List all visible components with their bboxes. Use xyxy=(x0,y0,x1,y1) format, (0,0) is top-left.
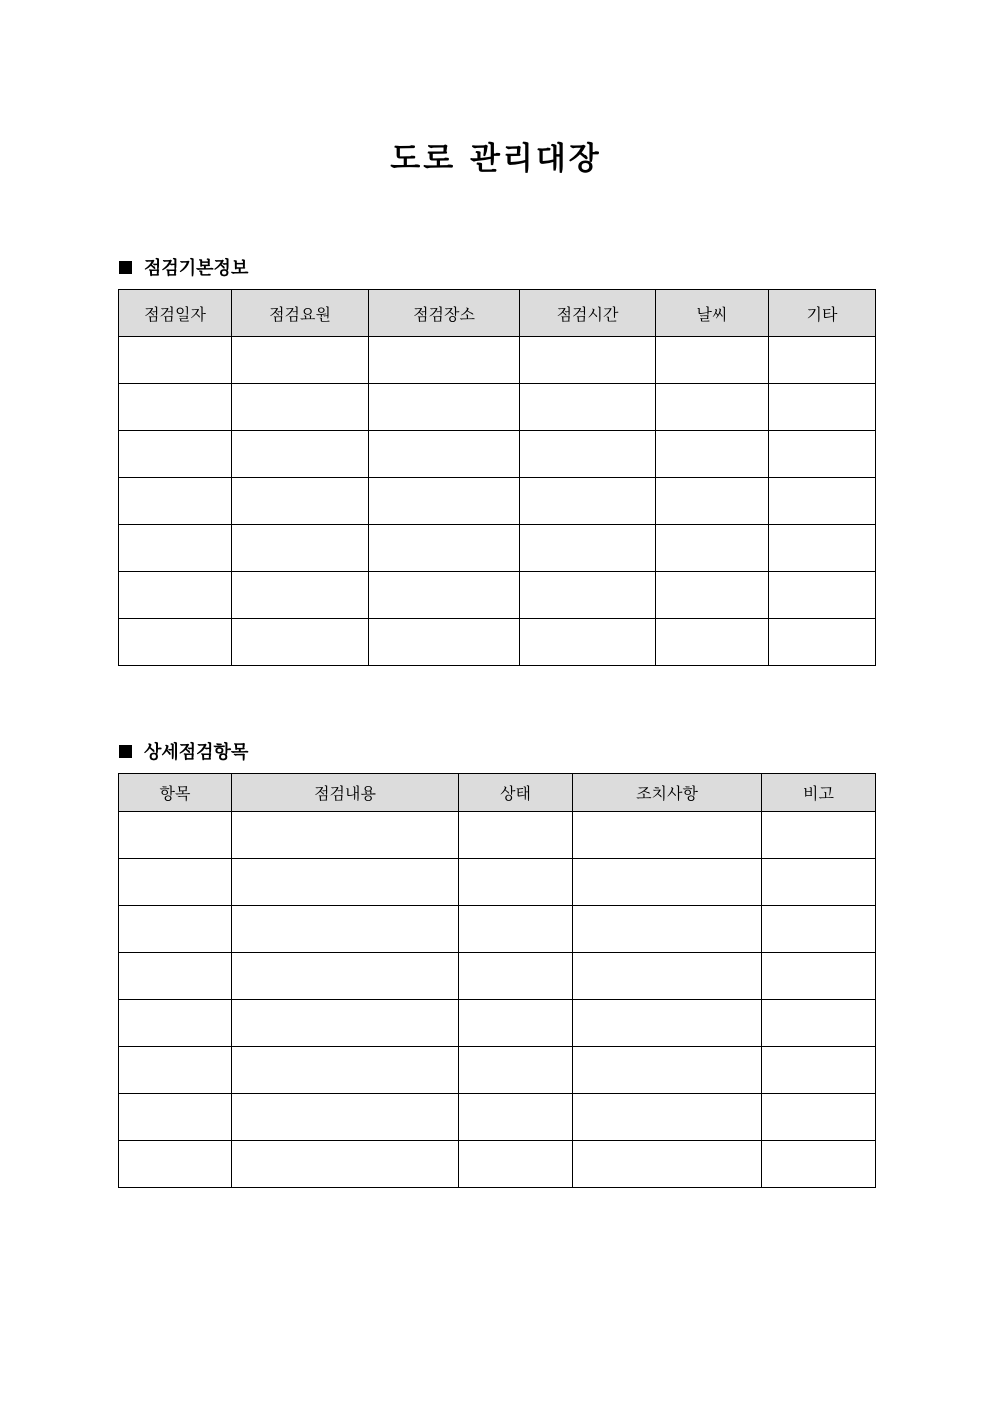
table-cell[interactable] xyxy=(520,619,656,666)
table-cell[interactable] xyxy=(232,1000,459,1047)
table-cell[interactable] xyxy=(232,906,459,953)
table-cell[interactable] xyxy=(119,478,232,525)
table-cell[interactable] xyxy=(459,812,573,859)
table-cell[interactable] xyxy=(232,478,369,525)
table-cell[interactable] xyxy=(573,812,762,859)
table-cell[interactable] xyxy=(119,859,232,906)
table-cell[interactable] xyxy=(520,337,656,384)
table-cell[interactable] xyxy=(119,572,232,619)
table-cell[interactable] xyxy=(119,1000,232,1047)
table-row xyxy=(119,478,876,525)
table-cell[interactable] xyxy=(369,431,520,478)
table-cell[interactable] xyxy=(232,1094,459,1141)
square-bullet-icon xyxy=(119,261,132,274)
table-cell[interactable] xyxy=(573,1047,762,1094)
table-cell[interactable] xyxy=(762,1094,876,1141)
table-cell[interactable] xyxy=(369,337,520,384)
table-cell[interactable] xyxy=(769,384,876,431)
table-cell[interactable] xyxy=(369,478,520,525)
table-row xyxy=(119,859,876,906)
table-cell[interactable] xyxy=(520,431,656,478)
section-heading-detail-items xyxy=(119,738,248,764)
column-header-inspection-location: 점검장소 xyxy=(369,290,520,337)
table-cell[interactable] xyxy=(656,337,769,384)
table-cell[interactable] xyxy=(762,859,876,906)
table-cell[interactable] xyxy=(520,525,656,572)
table-cell[interactable] xyxy=(369,384,520,431)
table-cell[interactable] xyxy=(119,525,232,572)
table-cell[interactable] xyxy=(656,431,769,478)
table-cell[interactable] xyxy=(459,859,573,906)
table-cell[interactable] xyxy=(459,906,573,953)
table-cell[interactable] xyxy=(459,1141,573,1188)
table-cell[interactable] xyxy=(656,478,769,525)
table-row xyxy=(119,1094,876,1141)
table-row xyxy=(119,384,876,431)
table-cell[interactable] xyxy=(232,337,369,384)
table-cell[interactable] xyxy=(656,572,769,619)
table-cell[interactable] xyxy=(119,1047,232,1094)
table-cell[interactable] xyxy=(459,1047,573,1094)
table-row xyxy=(119,337,876,384)
table-header-row xyxy=(119,774,876,812)
table-cell[interactable] xyxy=(119,906,232,953)
basic-info-table xyxy=(118,289,876,666)
table-cell[interactable] xyxy=(369,572,520,619)
table-cell[interactable] xyxy=(769,337,876,384)
table-row xyxy=(119,619,876,666)
table-cell[interactable] xyxy=(656,384,769,431)
page-title: 도로 관리대장 xyxy=(390,141,602,177)
column-header-remarks: 비고 xyxy=(762,774,876,812)
table-cell[interactable] xyxy=(769,431,876,478)
table-cell[interactable] xyxy=(232,1141,459,1188)
column-header-weather: 날씨 xyxy=(656,290,769,337)
table-cell[interactable] xyxy=(573,1141,762,1188)
table-cell[interactable] xyxy=(119,1141,232,1188)
table-row xyxy=(119,525,876,572)
table-cell[interactable] xyxy=(762,906,876,953)
table-cell[interactable] xyxy=(119,619,232,666)
table-cell[interactable] xyxy=(762,1141,876,1188)
table-cell[interactable] xyxy=(573,1094,762,1141)
table-row xyxy=(119,1141,876,1188)
table-cell[interactable] xyxy=(573,1000,762,1047)
table-cell[interactable] xyxy=(573,859,762,906)
table-cell[interactable] xyxy=(573,953,762,1000)
detail-items-table xyxy=(118,773,876,1188)
table-cell[interactable] xyxy=(232,812,459,859)
table-cell[interactable] xyxy=(369,525,520,572)
table-cell[interactable] xyxy=(656,619,769,666)
table-cell[interactable] xyxy=(520,478,656,525)
column-header-other: 기타 xyxy=(769,290,876,337)
column-header-inspection-content: 점검내용 xyxy=(232,774,459,812)
table-cell[interactable] xyxy=(762,1047,876,1094)
table-row xyxy=(119,1000,876,1047)
column-header-item: 항목 xyxy=(119,774,232,812)
section-heading-label: 점검기본정보 xyxy=(144,258,249,279)
column-header-inspection-time: 점검시간 xyxy=(520,290,656,337)
table-cell[interactable] xyxy=(232,572,369,619)
table-row xyxy=(119,953,876,1000)
table-cell[interactable] xyxy=(520,384,656,431)
table-row xyxy=(119,1047,876,1094)
table-cell[interactable] xyxy=(769,525,876,572)
table-cell[interactable] xyxy=(459,1094,573,1141)
table-row xyxy=(119,572,876,619)
table-row xyxy=(119,431,876,478)
table-cell[interactable] xyxy=(119,953,232,1000)
table-cell[interactable] xyxy=(232,1047,459,1094)
table-cell[interactable] xyxy=(119,337,232,384)
square-bullet-icon xyxy=(119,745,132,758)
column-header-status: 상태 xyxy=(459,774,573,812)
table-cell[interactable] xyxy=(762,953,876,1000)
table-cell[interactable] xyxy=(232,431,369,478)
column-header-inspector: 점검요원 xyxy=(232,290,369,337)
table-cell[interactable] xyxy=(119,431,232,478)
column-header-inspection-date: 점검일자 xyxy=(119,290,232,337)
table-header-row xyxy=(119,290,876,337)
table-cell[interactable] xyxy=(459,953,573,1000)
section-heading-basic-info xyxy=(119,254,248,280)
table-cell[interactable] xyxy=(232,525,369,572)
table-cell[interactable] xyxy=(769,572,876,619)
table-cell[interactable] xyxy=(762,1000,876,1047)
table-cell[interactable] xyxy=(656,525,769,572)
table-cell[interactable] xyxy=(762,812,876,859)
table-cell[interactable] xyxy=(232,384,369,431)
table-cell[interactable] xyxy=(769,619,876,666)
table-cell[interactable] xyxy=(119,812,232,859)
table-cell[interactable] xyxy=(232,859,459,906)
section-heading-label: 상세점검항목 xyxy=(144,742,249,763)
table-row xyxy=(119,812,876,859)
table-cell[interactable] xyxy=(769,478,876,525)
table-cell[interactable] xyxy=(119,384,232,431)
column-header-action-taken: 조치사항 xyxy=(573,774,762,812)
table-cell[interactable] xyxy=(573,906,762,953)
table-cell[interactable] xyxy=(459,1000,573,1047)
table-cell[interactable] xyxy=(232,953,459,1000)
table-cell[interactable] xyxy=(369,619,520,666)
table-cell[interactable] xyxy=(119,1094,232,1141)
table-cell[interactable] xyxy=(232,619,369,666)
table-cell[interactable] xyxy=(520,572,656,619)
table-row xyxy=(119,906,876,953)
